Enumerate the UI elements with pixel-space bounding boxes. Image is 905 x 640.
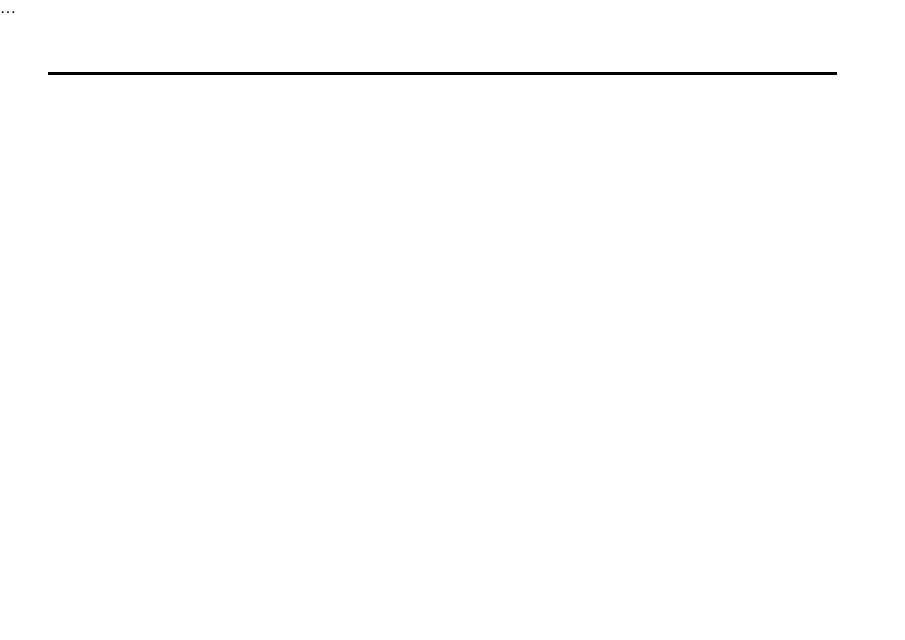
row-subsection [581, 74, 601, 75]
row-name [49, 74, 558, 75]
row-amount [707, 74, 837, 75]
table-row [49, 74, 837, 75]
row-expense-type [671, 74, 707, 75]
row-target-code [601, 74, 671, 75]
row-section [558, 74, 581, 75]
budget-table [48, 72, 837, 75]
